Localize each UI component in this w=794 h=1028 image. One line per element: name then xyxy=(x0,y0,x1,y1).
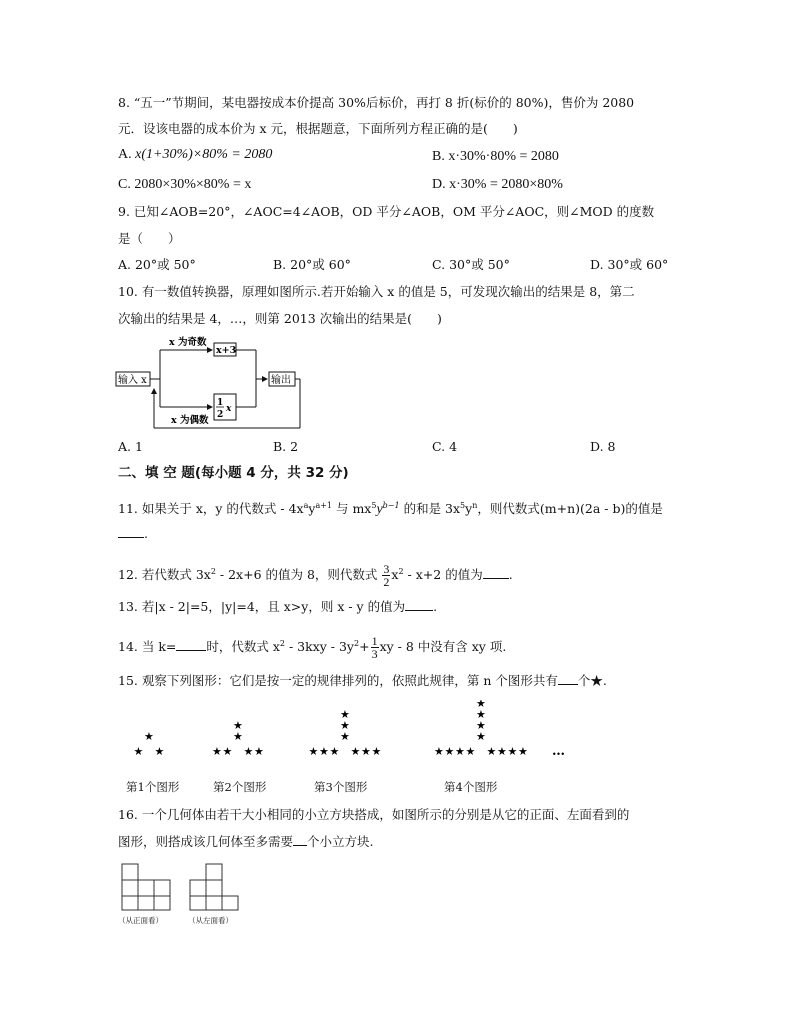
q9-line1: 9. 已知∠AOB=20°，∠AOC=4∠AOB，OD 平分∠AOB，OM 平分∠AOC，则∠MOD 的度数 xyxy=(118,204,655,219)
star: ★ xyxy=(133,745,144,758)
star: ★ xyxy=(507,745,518,758)
q10-option-a[interactable]: A. 1 xyxy=(118,439,143,454)
star: ★ xyxy=(497,745,507,758)
star: ★ xyxy=(476,719,486,732)
star: ★ xyxy=(361,745,371,758)
converter-frac-den: 2 xyxy=(217,410,224,420)
star: ★ xyxy=(233,730,243,743)
q10-line2: 次输出的结果是 4，…，则第 2013 次输出的结果是( ) xyxy=(118,311,442,326)
q8-option-b-label: B. xyxy=(432,149,445,164)
star: ★ xyxy=(340,719,350,732)
cube-views xyxy=(118,862,278,912)
ellipsis: … xyxy=(552,744,565,759)
converter-odd-label: x 为奇数 xyxy=(169,337,207,348)
star: ★ xyxy=(455,745,465,758)
q8-line2: 元．设该电器的成本价为 x 元，根据题意，下面所列方程正确的是( ) xyxy=(118,121,518,136)
converter-odd-box-label: x+3 xyxy=(216,345,237,356)
q11-line1: 11. 如果关于 x，y 的代数式 - $4x^ay^{a+1}$ 与 $mx^5y^{b-1}$ 的和是 $3x^5y^n$，则代数式(m+n)(2a - b)的值是 xyxy=(118,501,663,518)
converter-frac-var: x xyxy=(226,404,232,414)
star: ★ xyxy=(350,745,361,758)
front-view xyxy=(122,864,170,910)
q15-line: 15. 观察下列图形：它们是按一定的规律排列的，依照此规律，第 n 个图形共有 个★. xyxy=(118,673,607,688)
q8-option-a-text: x(1+30%)×80% = 2080 xyxy=(135,147,273,162)
q12-answer-blank[interactable] xyxy=(483,566,509,579)
star: ★ xyxy=(486,745,497,758)
q8-option-c[interactable] xyxy=(118,176,251,194)
star-figure-3 xyxy=(309,708,382,758)
star: ★ xyxy=(476,708,486,721)
q9-option-c[interactable]: C. 30°或 50° xyxy=(432,257,510,272)
q11-answer-blank[interactable] xyxy=(118,525,144,538)
star: ★ xyxy=(434,745,444,758)
star: ★ xyxy=(222,745,233,758)
section2-title: 二、填 空 题(每小题 4 分，共 32 分) xyxy=(118,465,349,481)
q9-option-b[interactable]: B. 20°或 60° xyxy=(273,257,351,272)
q14-answer-blank[interactable] xyxy=(176,638,206,651)
q8-option-a[interactable] xyxy=(118,146,272,164)
q8-option-a-label: A. xyxy=(118,147,132,162)
star: ★ xyxy=(144,730,154,743)
star: ★ xyxy=(340,708,350,721)
q8-option-c-label: C. xyxy=(118,177,131,192)
q13-line: 13. 若|x - 2|=5，|y|=4，且 x>y，则 x - y 的值为 . xyxy=(118,599,438,614)
star: ★ xyxy=(308,745,319,758)
star: ★ xyxy=(254,745,264,758)
star-figure-1 xyxy=(134,730,165,758)
converter-even-label: x 为偶数 xyxy=(171,415,209,426)
figure-caption-4: 第4个图形 xyxy=(444,780,498,794)
star: ★ xyxy=(233,719,243,732)
star-figure-2 xyxy=(212,719,264,758)
q9-option-a[interactable]: A. 20°或 50° xyxy=(118,257,196,272)
q11-line2: . xyxy=(118,525,148,543)
q16-line2: 图形，则搭成该几何体至多需要 个小立方块. xyxy=(118,834,374,849)
figure-caption-3: 第3个图形 xyxy=(314,780,368,794)
q10-line1: 10. 有一数值转换器，原理如图所示.若开始输入 x 的值是 5，可发现次输出的结果是 8，第二 xyxy=(118,284,635,299)
star: ★ xyxy=(476,700,486,710)
q8-option-d-label: D. xyxy=(432,177,446,192)
q9-option-d[interactable]: D. 30°或 60° xyxy=(590,257,669,272)
converter-output-label: 输出 xyxy=(271,375,291,386)
star: ★ xyxy=(465,745,476,758)
figure-caption-1: 第1个图形 xyxy=(126,780,180,794)
q16-line1: 16. 一个几何体由若干大小相同的小立方块搭成，如图所示的分别是从它的正面、左面看到的 xyxy=(118,807,630,822)
q8-option-d[interactable] xyxy=(432,176,563,194)
star-figure-4 xyxy=(434,700,528,758)
q8-option-b-text: x·30%·80% = 2080 xyxy=(448,149,559,164)
star: ★ xyxy=(154,745,165,758)
q14-line: 14. 当 k= 时，代数式 $x^2 - 3kxy - 3y^2+$ $\frac{1}{3}$ xy - 8 中没有含 xy 项. xyxy=(118,634,507,662)
q13-answer-blank[interactable] xyxy=(405,598,433,611)
star-pattern-figures xyxy=(120,700,580,762)
figure-caption-2: 第2个图形 xyxy=(213,780,267,794)
star: ★ xyxy=(340,730,350,743)
q8-option-c-text: 2080×30%×80% = x xyxy=(134,177,252,192)
left-view xyxy=(190,864,238,910)
q9-line2: 是（ ） xyxy=(118,231,181,246)
star: ★ xyxy=(212,745,222,758)
converter-input-label: 输入 x xyxy=(118,375,147,386)
number-converter-diagram xyxy=(114,332,304,430)
q15-answer-blank[interactable] xyxy=(558,672,578,685)
left-view-caption: （从左面看） xyxy=(188,916,233,925)
star: ★ xyxy=(444,745,455,758)
star: ★ xyxy=(476,730,486,743)
star: ★ xyxy=(518,745,528,758)
q8-option-d-text: x·30% = 2080×80% xyxy=(449,177,563,192)
q8-option-b[interactable] xyxy=(432,148,559,166)
converter-frac-num: 1 xyxy=(217,398,224,408)
q12-line: 12. 若代数式 $3x^2 - 2x+6$ 的值为 8，则代数式 $\frac{3}{2}$ $x^2 - x+2$ 的值为 . xyxy=(118,562,513,590)
q10-option-d[interactable]: D. 8 xyxy=(590,439,616,454)
q10-option-c[interactable]: C. 4 xyxy=(432,439,458,454)
front-view-caption: （从正面看） xyxy=(118,916,163,925)
star: ★ xyxy=(319,745,329,758)
star: ★ xyxy=(329,745,340,758)
q8-line1: 8. “五一”节期间，某电器按成本价提高 30%后标价，再打 8 折(标价的 80%)，售价为 2080 xyxy=(118,95,635,110)
q16-answer-blank[interactable] xyxy=(293,833,307,846)
star: ★ xyxy=(243,745,254,758)
star: ★ xyxy=(371,745,382,758)
q10-option-b[interactable]: B. 2 xyxy=(273,439,299,454)
